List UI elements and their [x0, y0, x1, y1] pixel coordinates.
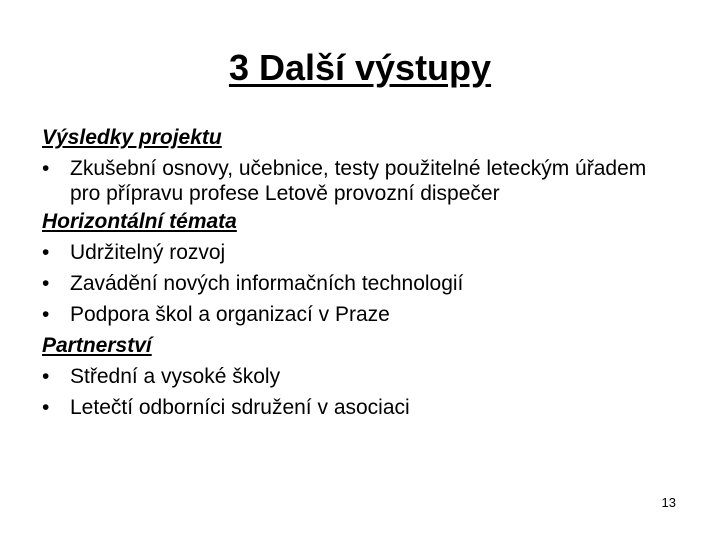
slide-content	[42, 122, 682, 423]
bullet-text: Podpora škol a organizací v Praze	[70, 303, 390, 326]
bullet-icon: •	[42, 365, 50, 388]
bullet-icon: •	[42, 241, 50, 264]
bullet-item	[42, 392, 682, 423]
bullet-item	[42, 237, 682, 268]
bullet-item	[42, 268, 682, 299]
bullet-item	[42, 153, 682, 206]
bullet-icon: •	[42, 272, 50, 295]
bullet-icon: •	[42, 303, 50, 326]
slide-title: 3 Další výstupy	[228, 47, 492, 88]
bullet-icon: •	[42, 396, 50, 419]
bullet-text: Udržitelný rozvoj	[70, 241, 226, 264]
bullet-text: Zkušební osnovy, učebnice, testy použitelné leteckým úřadem pro přípravu profese Letově provozní dispečer	[70, 157, 647, 205]
page-number: 13	[661, 495, 676, 510]
bullet-text: Letečtí odborníci sdružení v asociaci	[70, 396, 410, 419]
section-heading-partnerstvi: Partnerství	[42, 334, 152, 357]
bullet-icon: •	[42, 157, 50, 180]
section-heading-vysledky: Výsledky projektu	[42, 126, 222, 149]
bullet-text: Střední a vysoké školy	[70, 365, 281, 388]
bullet-item	[42, 299, 682, 330]
bullet-item	[42, 361, 682, 392]
section-heading-horizontalni: Horizontální témata	[42, 210, 237, 233]
bullet-text: Zavádění nových informačních technologií	[70, 272, 464, 295]
